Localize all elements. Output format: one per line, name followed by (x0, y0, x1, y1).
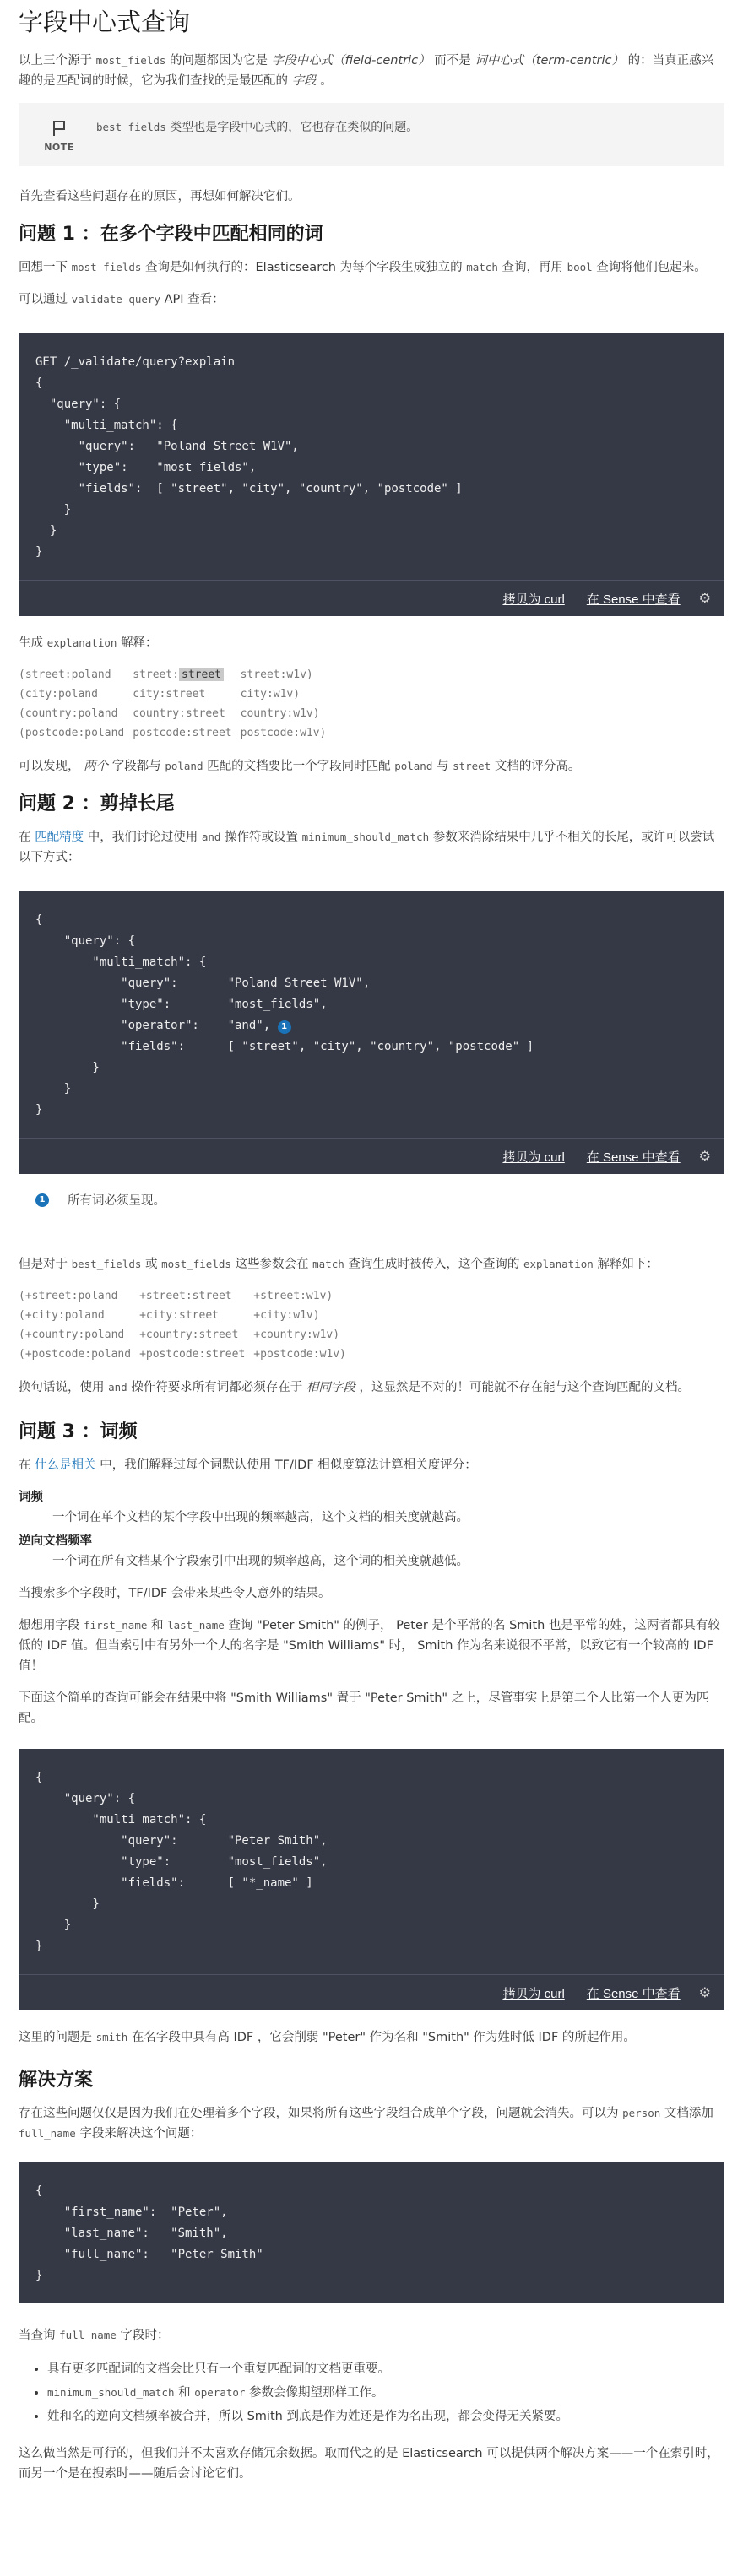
copy-as-curl-link[interactable]: 拷贝为 curl (502, 1150, 565, 1165)
paragraph: 这里的问题是 smith 在名字段中具有高 IDF ，它会削弱 "Peter" 作为名和 "Smith" 作为姓时低 IDF 的所起作用。 (19, 2031, 636, 2044)
bullet-list (19, 2357, 724, 2428)
page-title: 字段中心式查询 (19, 8, 191, 36)
definition-desc: 一个词在所有文档某个字段索引中出现的频率越高，这个词的相关度就越低。 (52, 1555, 469, 1568)
callout-marker: 1 (35, 1193, 49, 1207)
code-content[interactable]: GET /_validate/query?explain { "query": { "multi_match": { "query": "Poland Street W1V", "type": "most_fields", "fields": [ "street", "city", "country", "postcode" ] } } } (35, 355, 463, 559)
callout-marker[interactable]: 1 (278, 1020, 291, 1034)
list-item: • 姓和名的逆向文档频率被合并，所以 Smith 到底是作为姓还是作为名出现，都会变得无关紧要。 (47, 2405, 724, 2428)
definition-term: 逆向文档频率 (19, 1534, 92, 1548)
explanation-row: (postcode:poland postcode:street postcode:w1v) (19, 727, 327, 739)
match-precision-link[interactable]: 匹配精度 (35, 831, 84, 844)
list-item: • 具有更多匹配词的文档会比只有一个重复匹配词的文档更重要。 (47, 2357, 724, 2381)
code-block (19, 2162, 724, 2303)
paragraph: 但是对于 best_fields 或 most_fields 这些参数会在 match 查询生成时被传入，这个查询的 explanation 解释如下： (19, 1258, 659, 1271)
settings-icon[interactable]: ⚙ (698, 592, 711, 606)
emphasis: 字段中心式（field-centric） (271, 54, 431, 68)
paragraph: 想想用字段 first_name 和 last_name 查询 "Peter Smith" 的例子， Peter 是个平常的名 Smith 也是平常的姓，这两者都具有较低的 IDF 值。但当索引中有另外一个人的名字是 "Smith Williams" 时， Smith 作为名来说很不平常，以致它有一个较高的 IDF 值！ (19, 1619, 720, 1673)
explanation-row: (+postcode:poland +postcode:street +postcode:w1v) (19, 1348, 346, 1361)
code-block (19, 333, 724, 580)
paragraph: 首先查看这些问题存在的原因，再想如何解决它们。 (19, 190, 301, 203)
copy-as-curl-link[interactable]: 拷贝为 curl (502, 1986, 565, 2001)
section-heading: 解决方案 (19, 2070, 94, 2091)
explanation-output (19, 1286, 724, 1364)
section-heading: 问题 2 ：剪掉长尾 (19, 793, 175, 814)
note-text: best_fields 类型也是字段中心式的，它也存在类似的问题。 (96, 121, 419, 134)
paragraph: 在 什么是相关 中，我们解释过每个词默认使用 TF/IDF 相似度算法计算相关度评分： (19, 1458, 477, 1472)
code-actions (19, 580, 724, 616)
page (0, 5, 743, 2484)
view-in-sense-link[interactable]: 在 Sense 中查看 (586, 592, 681, 607)
callout-explanation (35, 1191, 724, 1209)
code-block (19, 891, 724, 1138)
view-in-sense-link[interactable]: 在 Sense 中查看 (586, 1986, 681, 2001)
explanation-row: (street:poland street: street street:w1v) (19, 668, 313, 681)
code-content[interactable]: { "query": { "multi_match": { "query": "Peter Smith", "type": "most_fields", "fields": [ "*_name" ] } } } (35, 1771, 328, 1953)
note-box (19, 103, 724, 166)
callout-text: 所有词必须呈现。 (68, 1194, 165, 1208)
flag-icon (52, 120, 67, 137)
paragraph: 在 匹配精度 中，我们讨论过使用 and 操作符或设置 minimum_should_match 参数来消除结果中几乎不相关的长尾，或许可以尝试以下方式： (19, 831, 715, 864)
explanation-row: (+city:poland +city:street +city:w1v) (19, 1309, 320, 1322)
code-content[interactable]: { "query": { "multi_match": { "query": "Poland Street W1V", "type": "most_fields", "operator": "and", 1 "fields": [ "street", "city", "country", "postcode" ] } } } (35, 913, 534, 1117)
code-content[interactable]: { "first_name": "Peter", "last_name": "Smith", "full_name": "Peter Smith" } (35, 2184, 263, 2282)
section-heading: 问题 1 ：在多个字段中匹配相同的词 (19, 224, 323, 245)
explanation-row: (+street:poland +street:street +street:w1v) (19, 1290, 334, 1302)
paragraph: 换句话说，使用 and 操作符要求所有词都必须存在于 相同字段 ，这显然是不对的！可能就不存在能与这个查询匹配的文档。 (19, 1381, 691, 1394)
code-actions (19, 1138, 724, 1174)
definition-list (19, 1487, 724, 1572)
settings-icon[interactable]: ⚙ (698, 1150, 711, 1164)
note-label: NOTE (44, 142, 74, 153)
section-heading: 问题 3 ：词频 (19, 1421, 138, 1442)
paragraph: 可以发现， 两个 字段都与 poland 匹配的文档要比一个字段同时匹配 poland 与 street 文档的评分高。 (19, 760, 581, 773)
code-actions (19, 1974, 724, 2010)
code-block (19, 1749, 724, 1974)
explanation-row: (+country:poland +country:street +country:w1v) (19, 1329, 340, 1341)
list-item: • minimum_should_match 和 operator 参数会像期望那样工作。 (47, 2381, 724, 2405)
view-in-sense-link[interactable]: 在 Sense 中查看 (586, 1150, 681, 1165)
paragraph: 可以通过 validate-query API 查看： (19, 293, 225, 306)
paragraph: 当查询 full_name 字段时： (19, 2329, 170, 2342)
relevance-link[interactable]: 什么是相关 (35, 1458, 96, 1472)
emphasis: 词中心式（term-centric） (475, 54, 624, 68)
paragraph: 生成 explanation 解释： (19, 636, 158, 650)
highlighted-term: street (179, 668, 224, 681)
paragraph: 这么做当然是可行的，但我们并不太喜欢存储冗余数据。取而代之的是 Elasticsearch 可以提供两个解决方案——一个在索引时，而另一个是在搜索时——随后会讨论它们。 (19, 2447, 719, 2481)
explanation-row: (city:poland city:street city:w1v) (19, 688, 301, 701)
inline-code: most_fields (95, 54, 166, 67)
copy-as-curl-link[interactable]: 拷贝为 curl (502, 592, 565, 607)
paragraph: 回想一下 most_fields 查询是如何执行的：Elasticsearch 为每个字段生成独立的 match 查询，再用 bool 查询将他们包起来。 (19, 261, 707, 274)
definition-desc: 一个词在单个文档的某个字段中出现的频率越高，这个文档的相关度就越高。 (52, 1511, 469, 1524)
settings-icon[interactable]: ⚙ (698, 1986, 711, 2000)
definition-term: 词频 (19, 1491, 43, 1504)
paragraph: 当搜索多个字段时，TF/IDF 会带来某些令人意外的结果。 (19, 1587, 331, 1600)
paragraph: 存在这些问题仅仅是因为我们在处理着多个字段，如果将所有这些字段组合成单个字段，问题就会消失。可以为 person 文档添加 full_name 字段来解决这个问题： (19, 2107, 713, 2140)
note-badge (35, 116, 83, 153)
paragraph: 下面这个简单的查询可能会在结果中将 "Smith Williams" 置于 "Peter Smith" 之上，尽管事实上是第二个人比第一个人更为匹配。 (19, 1691, 709, 1725)
intro-paragraph: 以上三个源于 most_fields 的问题都因为它是 字段中心式（field-centric） 而不是 词中心式（term-centric） 的：当真正感兴趣的是匹配词的时候，它为我们查找的是最匹配的 字段 。 (19, 54, 714, 88)
explanation-row: (country:poland country:street country:w1v) (19, 707, 320, 720)
emphasis: 字段 (291, 74, 317, 88)
explanation-output (19, 665, 724, 743)
